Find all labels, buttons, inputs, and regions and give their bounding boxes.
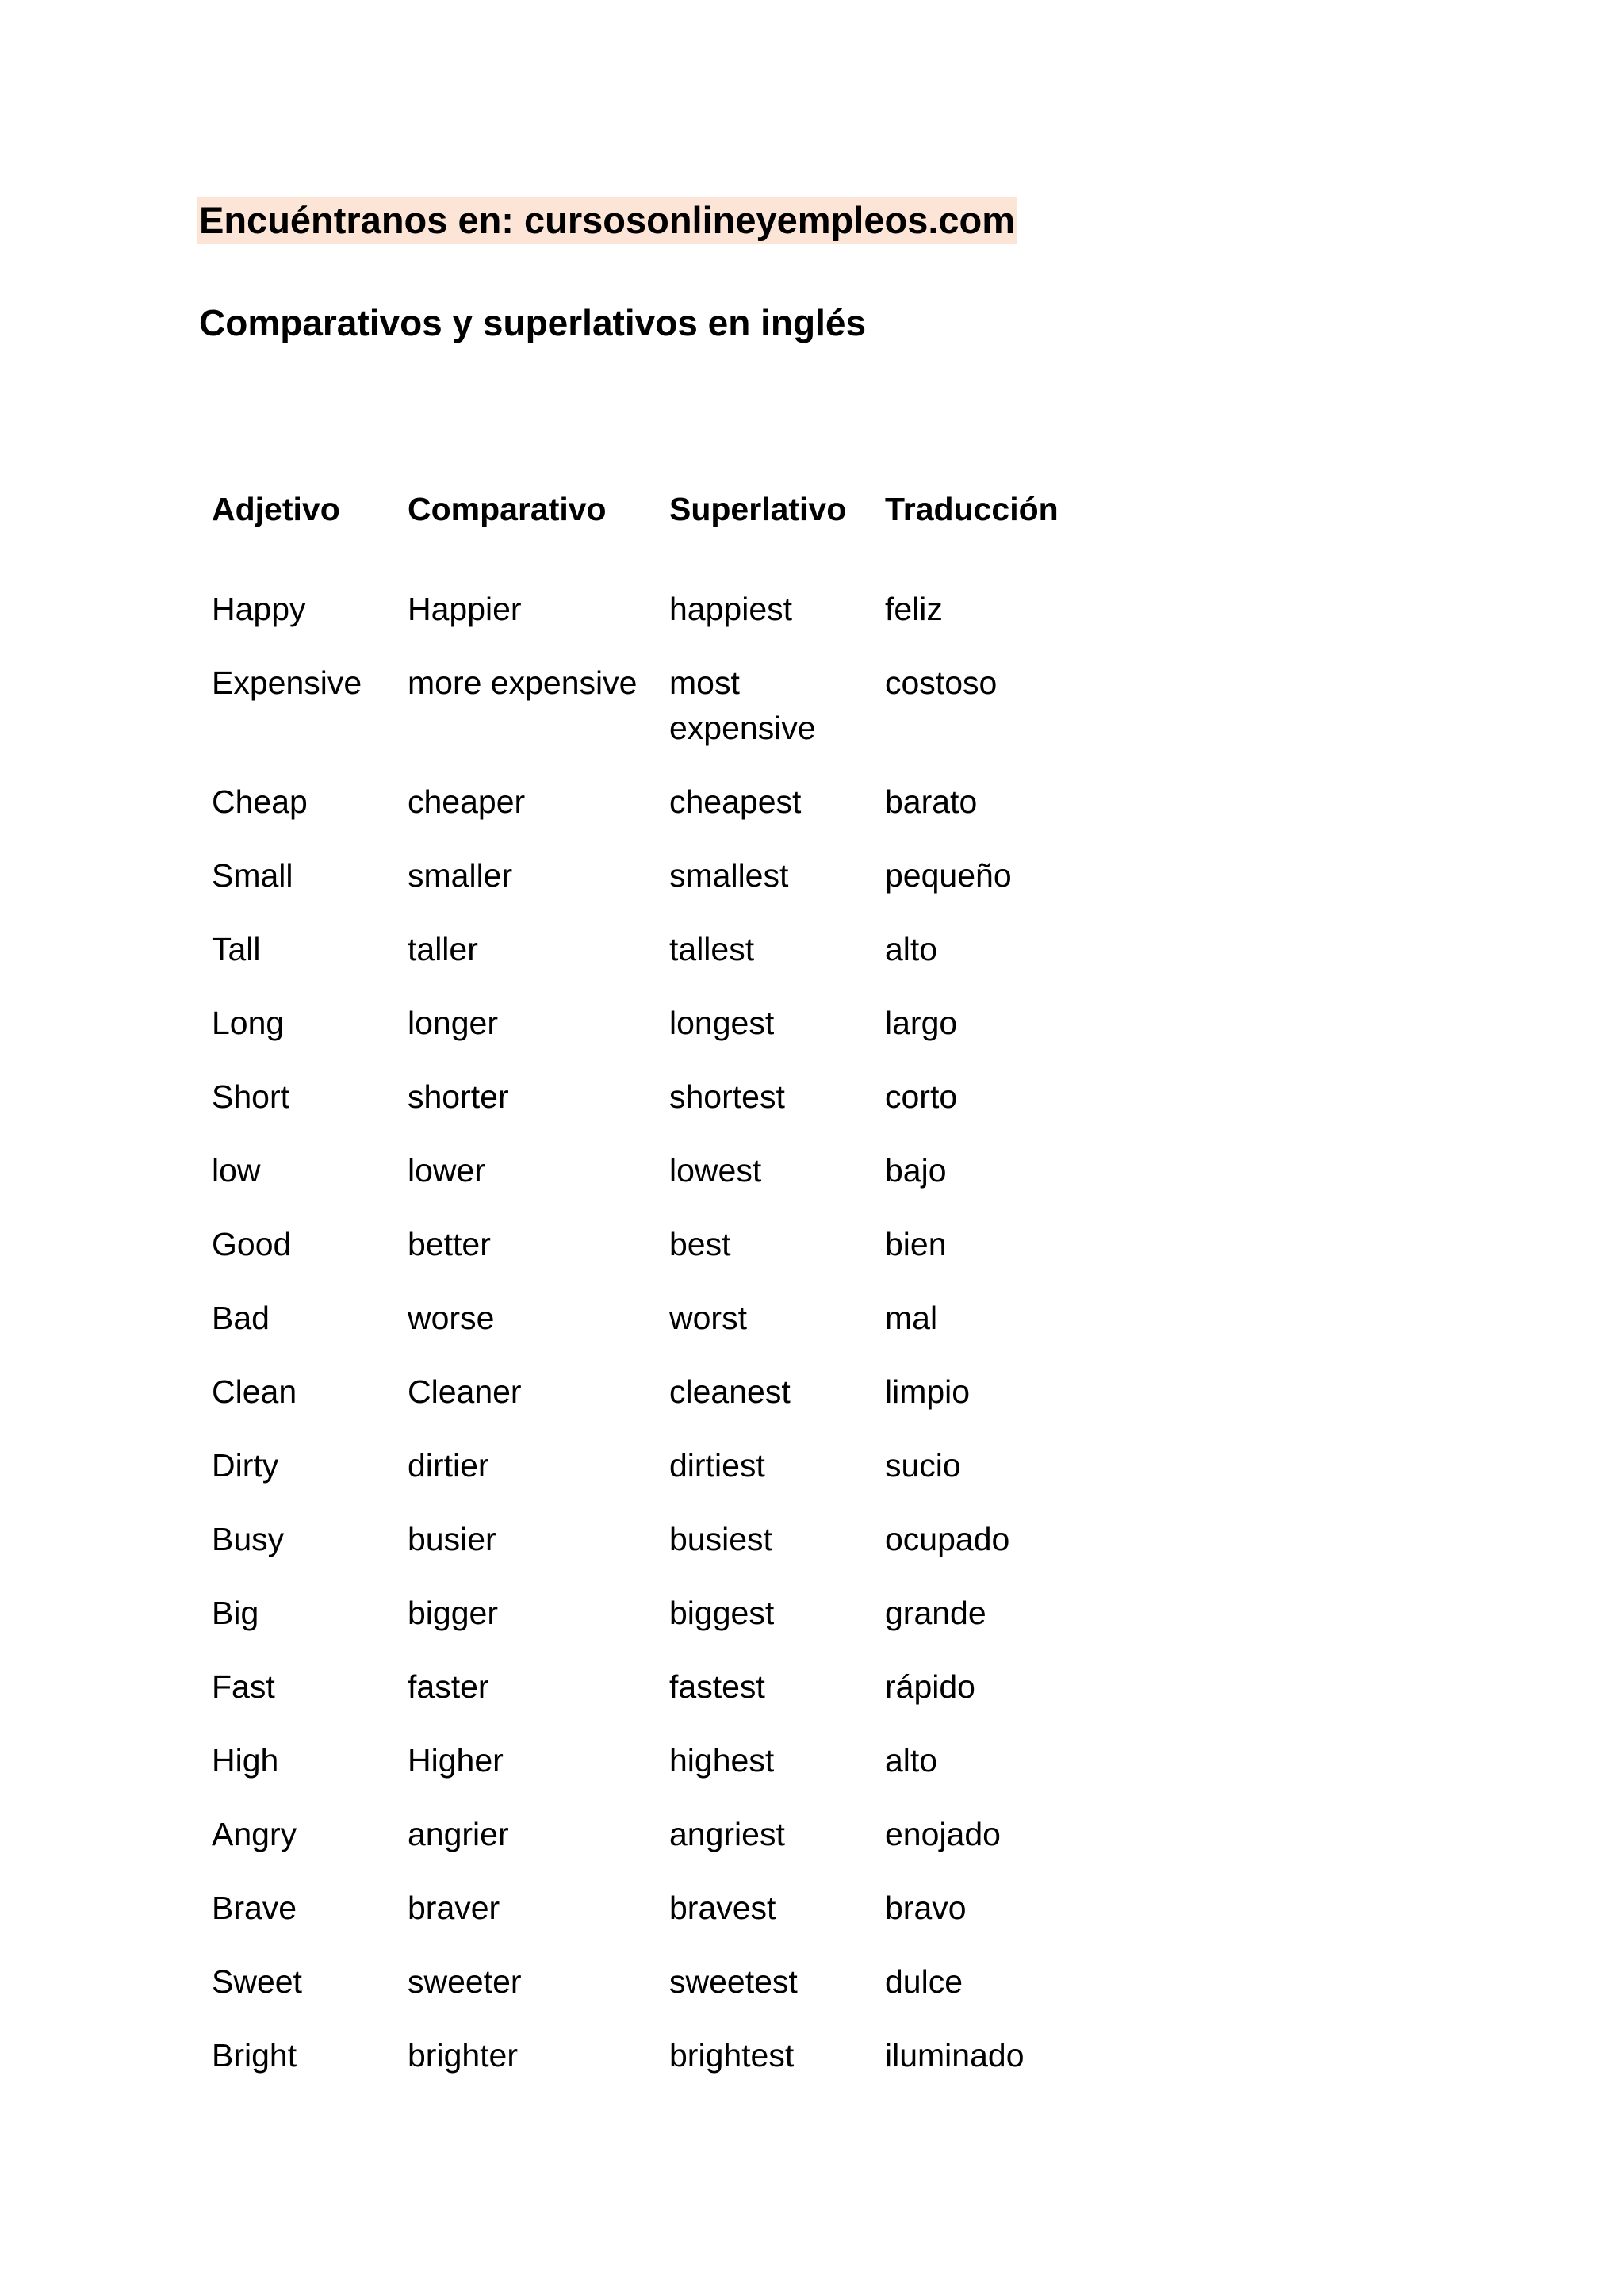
table-row xyxy=(197,993,1086,1067)
superlative-cell: smallest xyxy=(669,857,789,894)
translation-cell: limpio xyxy=(885,1373,971,1410)
comparative-cell: brighter xyxy=(408,2037,519,2074)
adjective-cell: Bright xyxy=(212,2037,297,2074)
table-row xyxy=(197,1730,1086,1804)
adjective-cell: Brave xyxy=(212,1890,297,1926)
translation-cell: corto xyxy=(885,1078,958,1115)
adjective-cell: Tall xyxy=(212,931,261,967)
adjective-cell: Busy xyxy=(212,1521,285,1557)
adjective-cell: Small xyxy=(212,857,293,894)
table-row xyxy=(197,1951,1086,2025)
translation-cell: grande xyxy=(885,1595,986,1631)
superlative-cell: worst xyxy=(669,1300,747,1336)
superlative-cell: busiest xyxy=(669,1521,772,1557)
comparative-cell: angrier xyxy=(408,1816,509,1852)
translation-cell: sucio xyxy=(885,1447,961,1484)
translation-cell: enojado xyxy=(885,1816,1001,1852)
translation-cell: dulce xyxy=(885,1963,963,2000)
superlative-cell: brightest xyxy=(669,2037,795,2074)
translation-cell: barato xyxy=(885,783,978,820)
adjective-cell: Long xyxy=(212,1005,285,1041)
comparative-cell: Higher xyxy=(408,1742,504,1779)
adjective-cell: Cheap xyxy=(212,783,308,820)
table-row xyxy=(197,1656,1086,1730)
adjective-cell: Happy xyxy=(212,591,306,627)
superlative-cell: lowest xyxy=(669,1152,762,1189)
table-row xyxy=(197,919,1086,993)
page-title: Comparativos y superlativos en inglés xyxy=(199,302,867,343)
comparative-cell: smaller xyxy=(408,857,513,894)
translation-cell: alto xyxy=(885,1742,938,1779)
superlative-cell: biggest xyxy=(669,1595,775,1631)
adjective-cell: Clean xyxy=(212,1373,297,1410)
comparative-cell: shorter xyxy=(408,1078,509,1115)
adjective-cell: Big xyxy=(212,1595,259,1631)
superlative-cell: bravest xyxy=(669,1890,776,1926)
table-row xyxy=(197,1214,1086,1288)
translation-cell: mal xyxy=(885,1300,938,1336)
superlative-cell: most expensive xyxy=(669,664,816,746)
comparative-cell: cheaper xyxy=(408,783,526,820)
header-comparativo: Comparativo xyxy=(408,491,607,527)
table-row xyxy=(197,1288,1086,1361)
adjective-cell: Fast xyxy=(212,1668,275,1705)
header-superlativo: Superlativo xyxy=(669,491,847,527)
table-row xyxy=(197,1435,1086,1509)
table-row xyxy=(197,1804,1086,1878)
translation-cell: bravo xyxy=(885,1890,967,1926)
translation-cell: bajo xyxy=(885,1152,947,1189)
comparative-cell: taller xyxy=(408,931,478,967)
adjective-cell: Angry xyxy=(212,1816,297,1852)
table-row xyxy=(197,1361,1086,1435)
table-row xyxy=(197,574,1086,653)
superlative-cell: fastest xyxy=(669,1668,765,1705)
comparative-cell: faster xyxy=(408,1668,489,1705)
header-traduccion: Traducción xyxy=(885,491,1059,527)
comparative-cell: more expensive xyxy=(408,664,638,701)
comparatives-table xyxy=(197,468,1086,2099)
table-body xyxy=(197,574,1086,2099)
table-row xyxy=(197,1067,1086,1140)
superlative-cell: cleanest xyxy=(669,1373,791,1410)
translation-cell: bien xyxy=(885,1226,947,1262)
adjective-cell: Short xyxy=(212,1078,289,1115)
table-row xyxy=(197,2025,1086,2099)
superlative-cell: dirtiest xyxy=(669,1447,765,1484)
translation-cell: largo xyxy=(885,1005,958,1041)
superlative-cell: cheapest xyxy=(669,783,802,820)
table-row xyxy=(197,1140,1086,1214)
adjective-cell: low xyxy=(212,1152,261,1189)
translation-cell: feliz xyxy=(885,591,943,627)
header-adjetivo: Adjetivo xyxy=(212,491,340,527)
comparative-cell: sweeter xyxy=(408,1963,522,2000)
superlative-cell: shortest xyxy=(669,1078,785,1115)
comparative-cell: worse xyxy=(408,1300,495,1336)
comparative-cell: better xyxy=(408,1226,491,1262)
adjective-cell: Dirty xyxy=(212,1447,279,1484)
translation-cell: costoso xyxy=(885,664,998,701)
table-row xyxy=(197,772,1086,845)
comparative-cell: Cleaner xyxy=(408,1373,522,1410)
superlative-cell: sweetest xyxy=(669,1963,798,2000)
table-row xyxy=(197,1583,1086,1656)
comparative-cell: busier xyxy=(408,1521,496,1557)
translation-cell: pequeño xyxy=(885,857,1012,894)
superlative-cell: angriest xyxy=(669,1816,785,1852)
translation-cell: iluminado xyxy=(885,2037,1025,2074)
table-row xyxy=(197,653,1086,772)
superlative-cell: best xyxy=(669,1226,731,1262)
adjective-cell: Bad xyxy=(212,1300,270,1336)
adjective-cell: High xyxy=(212,1742,279,1779)
table-row xyxy=(197,1878,1086,1951)
superlative-cell: happiest xyxy=(669,591,793,627)
comparative-cell: dirtier xyxy=(408,1447,489,1484)
adjective-cell: Expensive xyxy=(212,664,362,701)
table-header-row xyxy=(197,468,1086,574)
comparative-cell: braver xyxy=(408,1890,500,1926)
superlative-cell: tallest xyxy=(669,931,755,967)
comparative-cell: lower xyxy=(408,1152,485,1189)
superlative-cell: highest xyxy=(669,1742,775,1779)
translation-cell: ocupado xyxy=(885,1521,1010,1557)
table-row xyxy=(197,1509,1086,1583)
translation-cell: alto xyxy=(885,931,938,967)
superlative-cell: longest xyxy=(669,1005,775,1041)
table-row xyxy=(197,845,1086,919)
adjective-cell: Sweet xyxy=(212,1963,302,2000)
comparative-cell: Happier xyxy=(408,591,522,627)
comparative-cell: bigger xyxy=(408,1595,498,1631)
adjective-cell: Good xyxy=(212,1226,292,1262)
translation-cell: rápido xyxy=(885,1668,975,1705)
site-banner: Encuéntranos en: cursosonlineyempleos.com xyxy=(197,197,1017,244)
comparative-cell: longer xyxy=(408,1005,498,1041)
